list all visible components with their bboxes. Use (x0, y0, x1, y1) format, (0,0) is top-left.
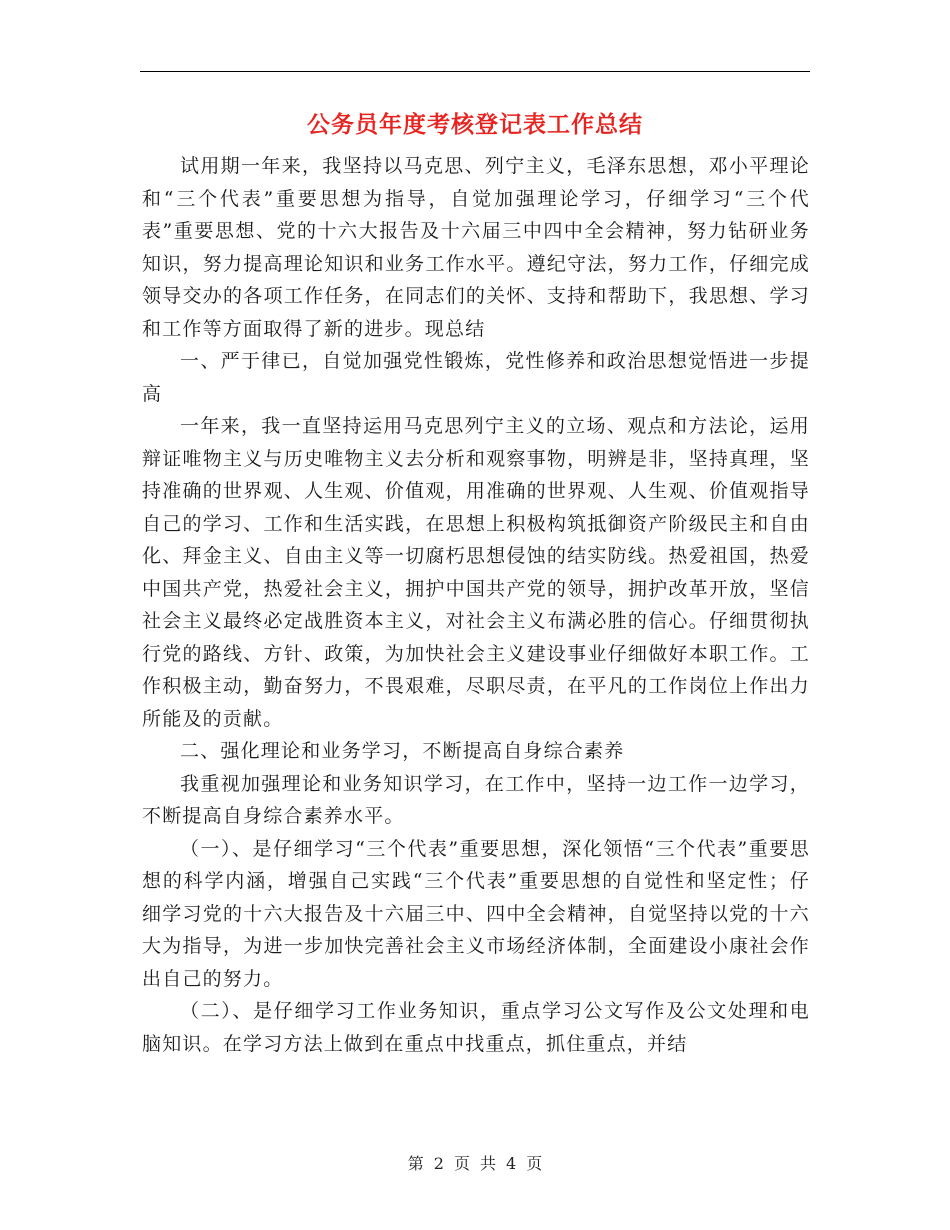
paragraph-item-2: （二）、是仔细学习工作业务知识，重点学习公文写作及公文处理和电脑知识。在学习方法上做到在重点中找重点，抓住重点，并结 (142, 1000, 810, 1055)
document-title: 公务员年度考核登记表工作总结 (307, 111, 643, 138)
header-rule (140, 71, 810, 72)
footer-middle: 页 (453, 1154, 470, 1173)
footer-total-pages: 4 (506, 1154, 517, 1173)
section-heading-1: 一、严于律已，自觉加强党性锻炼，党性修养和政治思想觉悟进一步提高 (142, 350, 810, 405)
paragraph-item-1: （一）、是仔细学习“三个代表”重要思想，深化领悟“三个代表”重要思想的科学内涵，增强自己实践“三个代表”重要思想的自觉性和坚定性；仔细学习党的十六大报告及十六届三中、四中全会精神，自觉坚持以党的十六大为指导，为进一步加快完善社会主义市场经济体制，全面建设小康社会作出自己的努力。 (142, 837, 810, 990)
paragraph-section-1: 一年来，我一直坚持运用马克思列宁主义的立场、观点和方法论，运用辩证唯物主义与历史唯物主义去分析和观察事物，明辨是非，坚持真理，坚持准确的世界观、人生观、价值观，用准确的世界观、人生观、价值观指导自己的学习、工作和生活实践，在思想上积极构筑抵御资产阶级民主和自由化、拜金主义、自由主义等一切腐朽思想侵蚀的结实防线。热爱祖国，热爱中国共产党，热爱社会主义，拥护中国共产党的领导，拥护改革开放，坚信社会主义最终必定战胜资本主义，对社会主义布满必胜的信心。仔细贯彻执行党的路线、方针、政策，为加快社会主义建设事业仔细做好本职工作。工作积极主动，勤奋努力，不畏艰难，尽职尽责，在平凡的工作岗位上作出力所能及的贡献。 (142, 415, 810, 730)
paragraph-intro: 试用期一年来，我坚持以马克思、列宁主义，毛泽东思想，邓小平理论和“三个代表”重要思想为指导，自觉加强理论学习，仔细学习“三个代表”重要思想、党的十六大报告及十六届三中四中全会精神，努力钻研业务知识，努力提高理论知识和业务工作水平。遵纪守法，努力工作，仔细完成领导交办的各项工作任务，在同志们的关怀、支持和帮助下，我思想、学习和工作等方面取得了新的进步。现总结 (142, 155, 810, 340)
footer-total-prefix: 共 (480, 1154, 497, 1173)
paragraph-section-2: 我重视加强理论和业务知识学习，在工作中，坚持一边工作一边学习，不断提高自身综合素养水平。 (142, 772, 810, 827)
page-footer (0, 1153, 950, 1175)
footer-page-number: 2 (433, 1154, 444, 1173)
document-body (142, 150, 810, 1060)
section-heading-2: 二、强化理论和业务学习，不断提高自身综合素养 (180, 740, 625, 762)
footer-suffix: 页 (526, 1154, 543, 1173)
footer-prefix: 第 (407, 1154, 424, 1173)
